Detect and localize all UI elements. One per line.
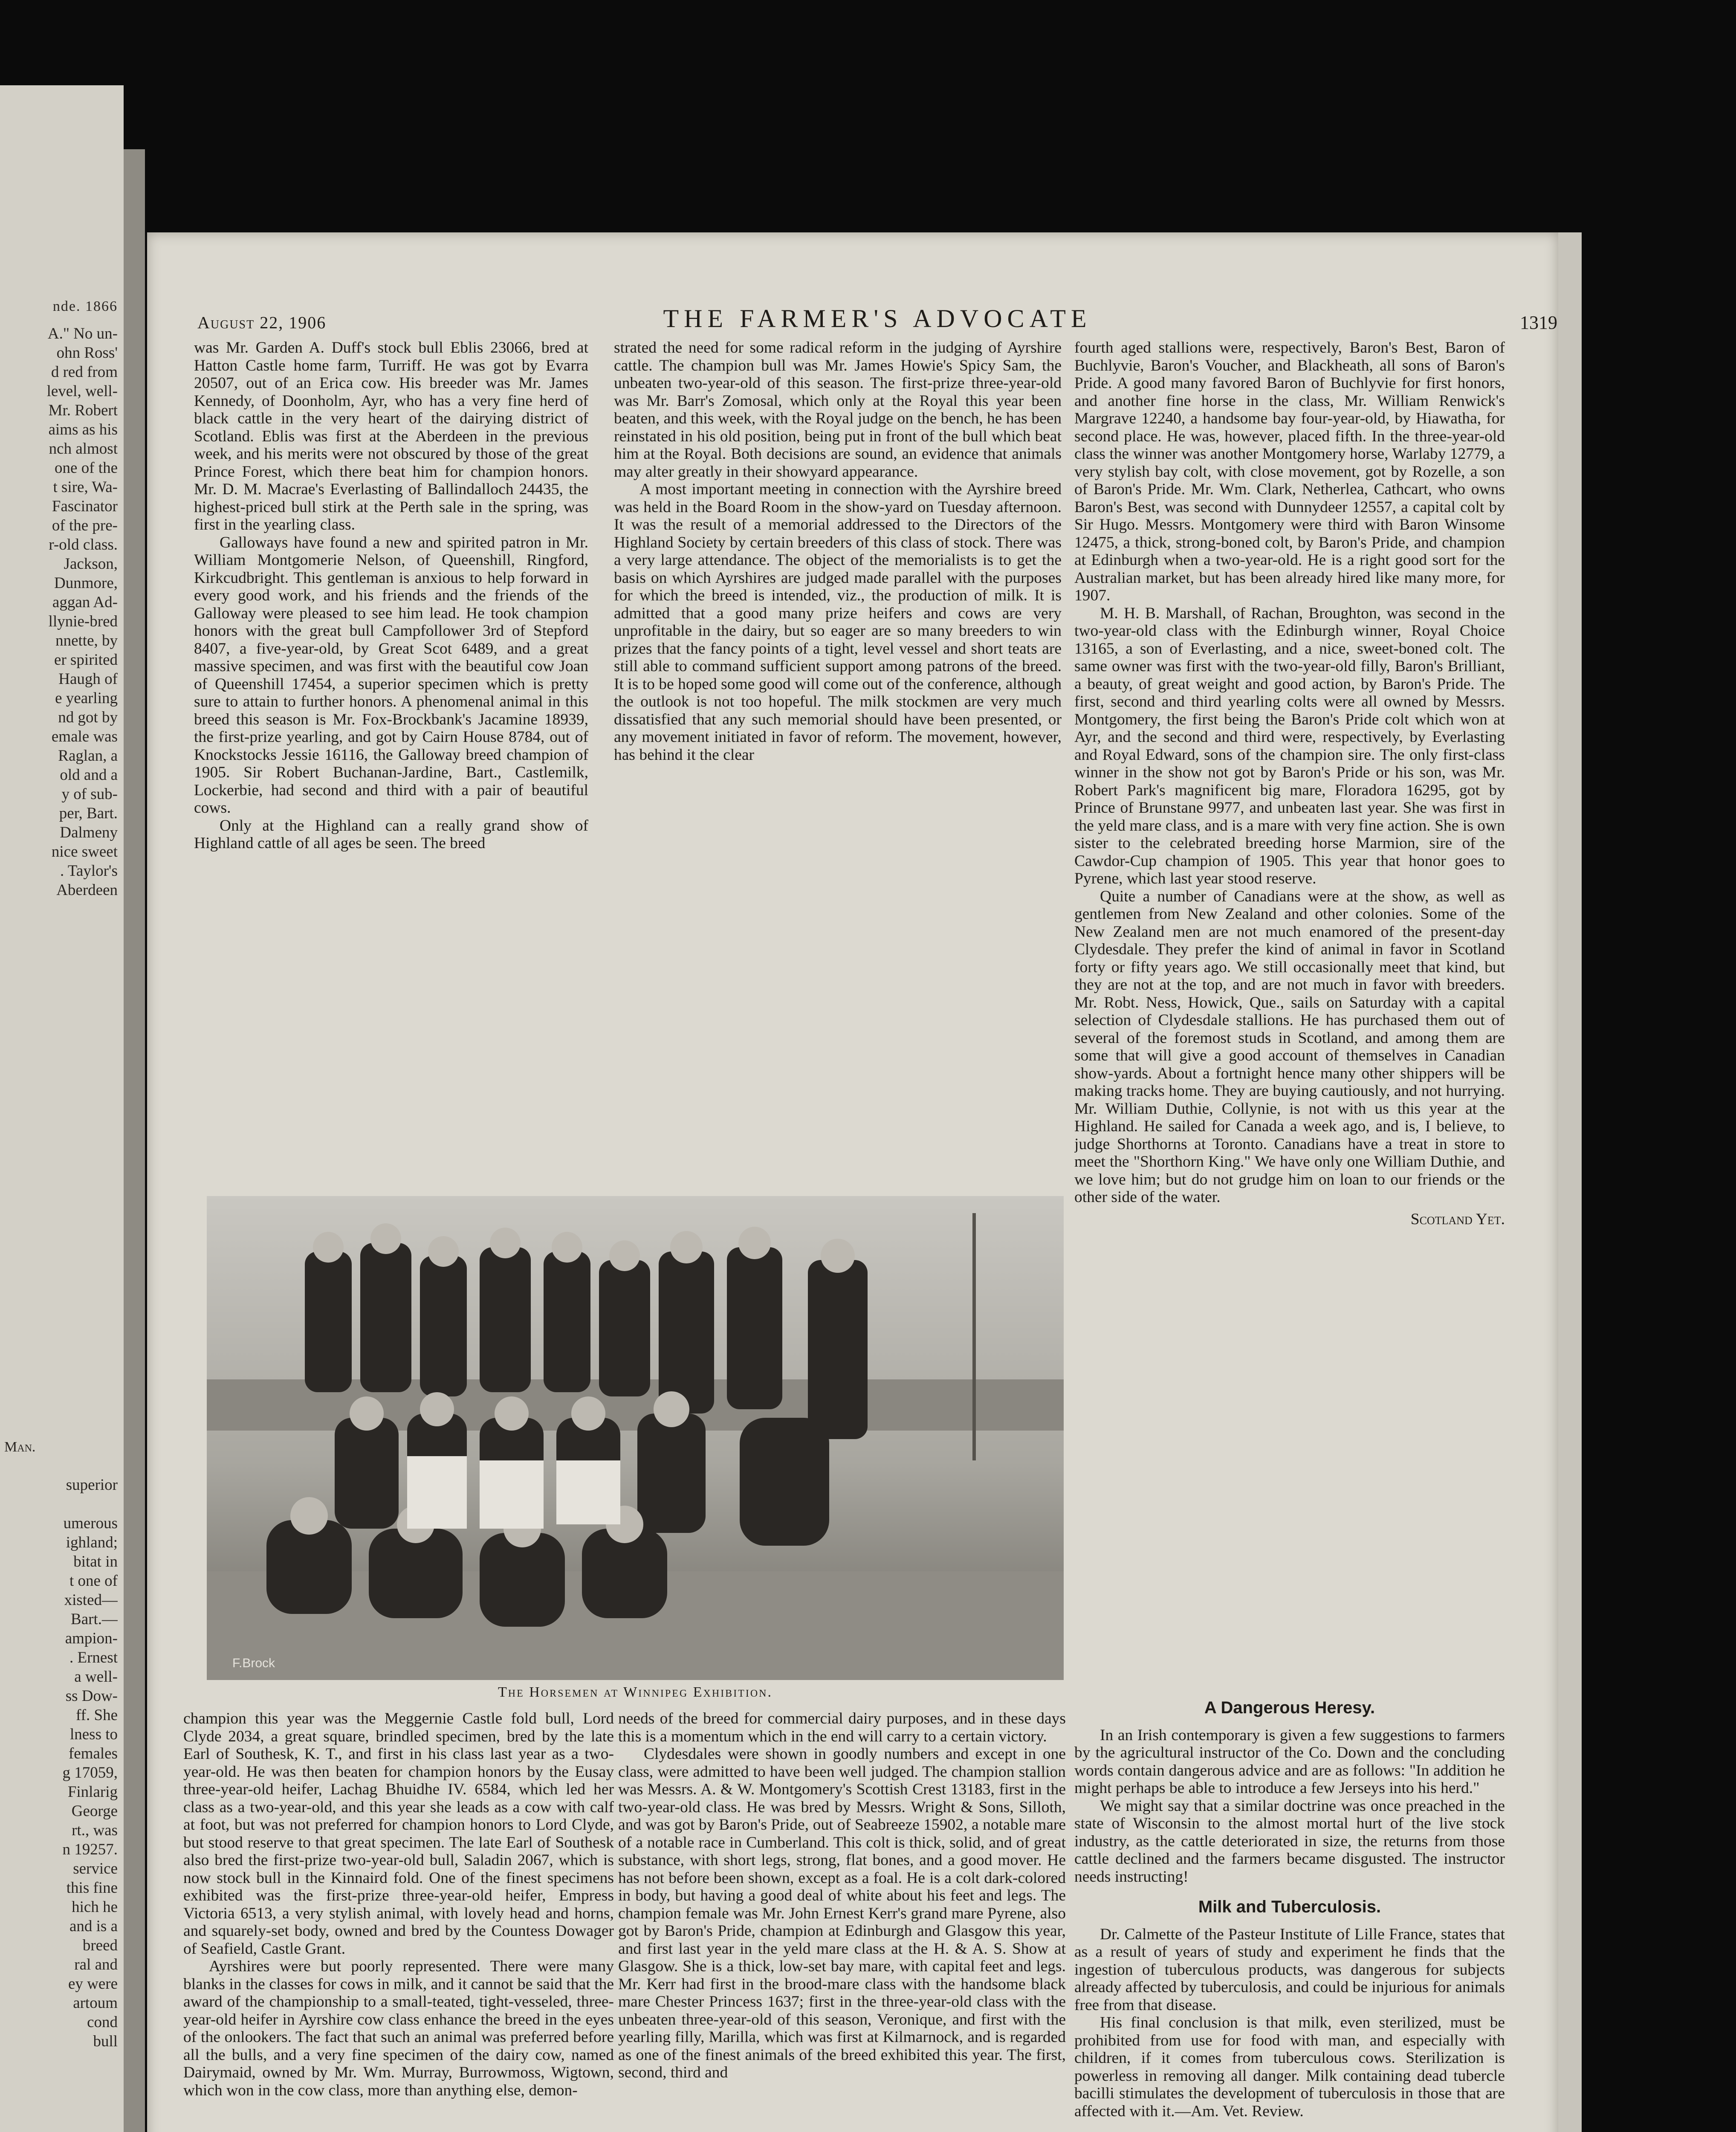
article-column-4 [183, 1710, 614, 2132]
previous-page-line: y of sub- [61, 785, 118, 803]
previous-page-lower-column [3, 1475, 118, 2051]
previous-page-line: r-old class. [49, 536, 118, 553]
article-column-5 [618, 1710, 1066, 2132]
previous-page-line: females [68, 1745, 118, 1762]
page-edge [1558, 232, 1582, 2132]
previous-page-caption-fragment: Man. [4, 1439, 36, 1455]
previous-page-line: t sire, Wa- [53, 478, 118, 496]
previous-page-line: one of the [55, 459, 118, 477]
paragraph: In an Irish contemporary is given a few suggestions to farmers by the agricultural instructor of the Co. Down and the concluding words contain dangerous advice and are as follows: "In addition he might perhaps be able to introduce a few Jerseys into his herd." [1074, 1726, 1505, 1797]
previous-page-line: nnette, by [55, 632, 118, 649]
paragraph: strated the need for some radical reform in the judging of Ayrshire cattle. The champion bull was Mr. James Howie's Spicy Sam, the unbeaten two-year-old of this season. The first-prize three-year-old was Mr. Barr's Zomosal, which only at the Royal this year been beaten, and this week, with the Royal judge on the bench, he has been reinstated in his old position, being put in front of the bull which beat him at the Royal. Both decisions are sound, an evidence that animals may alter greatly in their showyard appearance. [614, 339, 1062, 481]
article-column-6 [1074, 1686, 1505, 2132]
previous-page-line: ss Dow- [65, 1687, 118, 1705]
previous-page-line: aggan Ad- [52, 594, 118, 611]
heading-dangerous-heresy: A Dangerous Heresy. [1204, 1698, 1375, 1717]
page-number: 1319 [1520, 312, 1557, 333]
previous-page-line: xisted— [64, 1591, 118, 1609]
previous-page-line: er spirited [54, 651, 118, 669]
previous-page-line: Mr. Robert [48, 402, 118, 419]
article-signature: Scotland Yet. [1410, 1210, 1505, 1228]
issue-date: August 22, 1906 [197, 313, 327, 332]
paragraph: M. H. B. Marshall, of Rachan, Broughton, was second in the two-year-old class with the Edinburgh winner, Royal Choice 13165, a son of Everlasting, and a nice, sweet-boned colt. The same owner was first with the two-year-old filly, Baron's Brilliant, a beauty, of great weight and good action, by Baron's Pride. The first, second and third yearling colts were all owned by Messrs. Montgomery, the first being the Baron's Pride colt which won at Ayr, and the second and third were, respectively, by Everlasting and Royal Edward, sons of the champion sire. The only first-class winner in the show not got by Baron's Pride or his son, was Mr. Robert Park's magnificent big mare, Floradora 16295, got by Prince of Brunstane 9977, and unbeaten last year. She was first in the yeld mare class, and is a mare with very fine action. She is own sister to the celebrated breeding horse Marmion, sire of the Cawdor-Cup champion of 1905. This year that honor goes to Pyrene, which last year stood reserve. [1074, 604, 1505, 887]
previous-page-line: rt., was [72, 1822, 118, 1839]
previous-page-line: ohn Ross' [56, 344, 118, 362]
previous-page-line: ampion- [65, 1630, 118, 1647]
previous-page-line: nch almost [49, 440, 118, 458]
previous-page-strip [0, 85, 124, 2132]
previous-page-line: service [73, 1860, 118, 1877]
previous-page-line: Dunmore, [54, 574, 118, 592]
group-photo-image [207, 1196, 1064, 1680]
previous-page-line: A." No un- [47, 325, 118, 342]
paragraph: Galloways have found a new and spirited patron in Mr. William Montgomerie Nelson, of Queenshill, Ringford, Kirkcudbright. This gentleman is anxious to help forward in every good work, and his friends and the friends of the Galloway were pleased to see him lead. He took champion honors with the great bull Campfollower 3rd of Stepford 8407, a five-year-old, by Great Scot 6489, and a great massive specimen, and was first with the beautiful cow Joan of Queenshill 17454, a superior specimen which is pretty sure to attain to further honors. A phenomenal animal in this breed this season is Mr. Fox-Brockbank's Jacamine 18939, the first-prize yearling, and got by Cairn House 8784, out of Knockstocks Jessie 16116, the Galloway breed champion of 1905. Sir Robert Buchanan-Jardine, Bart., Castlemilk, Lockerbie, had second and third with a pair of beautiful cows. [194, 533, 588, 817]
previous-page-line: of the pre- [52, 517, 118, 534]
paragraph: was Mr. Garden A. Duff's stock bull Eblis 23066, bred at Hatton Castle home farm, Turriff. He was got by Evarra 20507, out of an Erica cow. His breeder was Mr. James Kennedy, of Doonholm, Ayr, who has a very fine herd of black cattle in the very heart of the dairying district of Scotland. Eblis was first at the Aberdeen in the previous week, and his merits were not obscured by those of the great Prince Forest, which there beat him for champion honors. Mr. D. M. Macrae's Everlasting of Ballindalloch 24435, the highest-priced bull stirk at the Perth sale in the spring, was first in the yearling class. [194, 339, 588, 533]
article-column-1 [194, 339, 588, 1188]
previous-page-line: ral and [74, 1956, 118, 1973]
previous-page-line: ff. She [76, 1706, 118, 1724]
previous-page-line: artoum [73, 1994, 118, 2012]
paragraph: Dr. Calmette of the Pasteur Institute of Lille France, states that as a result of years of study and experiment he finds that the ingestion of tuberculous products, was dangerous for subjects already affected by tuberculosis, and could be injurious for animals free from that disease. [1074, 1925, 1505, 2014]
previous-page-line: breed [82, 1937, 118, 1954]
previous-page-line: d red from [51, 363, 118, 381]
article-column-2 [614, 339, 1062, 1188]
previous-page-line: Bart.— [71, 1611, 118, 1628]
previous-page-header: nde. 1866 [52, 298, 118, 314]
book-gutter [124, 149, 145, 2132]
previous-page-line: Aberdeen [56, 881, 118, 899]
previous-page-line: ey were [68, 1975, 118, 1993]
previous-page-line: superior [66, 1476, 118, 1494]
paragraph: needs of the breed for commercial dairy purposes, and in these days this is a momentum which in the end will carry to a certain victory. [618, 1710, 1066, 1745]
previous-page-upper-column [3, 324, 118, 900]
previous-page-line: . Taylor's [60, 862, 118, 880]
paragraph: Ayrshires were but poorly represented. There were many blanks in the classes for cows in milk, and it cannot be said that the award of the championship to a small-teated, tight-vesseled, three-year-old heifer in Ayrshire cow class enhance the breed in the eyes of the onlookers. The fact that such an animal was preferred before all the bulls, and a very fine specimen of the dairy cow, named Dairymaid, owned by Mr. Wm. Murray, Burrowmoss, Wigtown, which won in the cow class, more than anything else, demon- [183, 1958, 614, 2099]
page-header [197, 304, 1557, 338]
previous-page-line: per, Bart. [59, 805, 118, 822]
paragraph: Clydesdales were shown in goodly numbers and except in one class, were admitted to have been well judged. The champion stallion was Messrs. A. & W. Montgomery's Scottish Crest 13183, first in the two-year-old class. He was bred by Messrs. Wright & Sons, Silloth, and was got by Baron's Pride, out of Seabreeze 15902, a notable mare of a notable race in Cumberland. This colt is thick, solid, and of great substance, with short legs, strong, flat bones, and a good mover. He has not before been shown, except as a foal. He is a colt dark-colored in body, but having a good deal of white about his feet and legs. The champion female was Mr. John Ernest Kerr's grand mare Pyrene, also got by Baron's Pride, champion at Edinburgh and Glasgow this year, and first last year in the yeld mare class at the H. & A. S. Show at Glasgow. She is a thick, low-set bay mare, with capital feet and legs. Mr. Kerr had first in the brood-mare class with the handsome black mare Chester Princess 1637; first in the three-year-old class with the unbeaten three-year-old of this season, Veronique, and first with the yearling filly, Marilla, which was first at Kilmarnock, and is regarded as one of the finest animals of the breed exhibited this year. The first, second, third and [618, 1745, 1066, 2081]
previous-page-line: emale was [51, 728, 118, 745]
previous-page-line: . Ernest [69, 1649, 118, 1666]
previous-page-line: cond [87, 2013, 118, 2031]
photographer-mark: F.Brock [232, 1656, 275, 1670]
previous-page-line: e yearling [55, 689, 118, 707]
previous-page-line: nice sweet [51, 843, 118, 860]
previous-page-line: level, well- [46, 382, 118, 400]
previous-page-line: ighland; [66, 1534, 118, 1551]
paragraph: champion this year was the Meggernie Castle fold bull, Lord Clyde 2034, a great square, brindled specimen, bred by the late Earl of Southesk, K. T., and first in his class last year as a two-year-old. He was then beaten for champion honors by the Eusay three-year-old heifer, Lachag Bhuidhe IV. 6584, which led her class as a two-year-old, and this year she leads as a cow with calf at foot, but was not preferred for champion honors to Lord Clyde, but stood reserve to that great specimen. The late Earl of Southesk also bred the first-prize two-year-old bull, Saladin 2067, which is now stock bull in the Kinnaird fold. One of the finest specimens exhibited was the first-prize three-year-old heifer, Empress Victoria 6513, a very stylish animal, with lovely head and horns, and squarely-set body, owned and bred by the Countess Dowager of Seafield, Castle Grant. [183, 1710, 614, 1958]
previous-page-line: bull [93, 2033, 118, 2050]
previous-page-line: Dalmeny [60, 824, 118, 841]
previous-page-line: Raglan, a [58, 747, 118, 765]
previous-page-line: llynie-bred [48, 613, 118, 630]
previous-page-line: g 17059, [62, 1764, 118, 1781]
heading-milk-and-tuberculosis: Milk and Tuberculosis. [1198, 1897, 1381, 1916]
previous-page-line: bitat in [73, 1553, 118, 1570]
photo-caption: The Horsemen at Winnipeg Exhibition. [498, 1684, 773, 1700]
previous-page-line [3, 1495, 118, 1514]
previous-page-line: Finlarig [67, 1783, 118, 1801]
previous-page-line: Jackson, [64, 555, 118, 573]
paragraph: We might say that a similar doctrine was once preached in the state of Wisconsin to the almost mortal hurt of the live stock industry, as the cattle deteriorated in size, the returns from those cattle declined and the farmers became disgusted. The instructor needs instructing! [1074, 1797, 1505, 1886]
masthead: THE FARMER'S ADVOCATE [663, 304, 1092, 333]
paragraph: fourth aged stallions were, respectively, Baron's Best, Baron of Buchlyvie, Baron's Voucher, and Blackheath, all sons of Baron's Pride. A good many favored Baron of Buchlyvie for first honors, and another fine horse in the class, Mr. William Renwick's Margrave 12240, a handsome bay four-year-old, by Hiawatha, for second place. He was, however, placed fifth. In the three-year-old class the winner was another Montgomery horse, Warlaby 12779, a very stylish bay colt, with close movement, got by Rozelle, a son of Baron's Pride. Mr. Wm. Clark, Netherlea, Cathcart, who owns Baron's Best, was second with Dunnydeer 12557, a capital colt by Sir Hugo. Messrs. Montgomery were third with Baron Winsome 12475, a thick, strong-boned colt, by Baron's Pride, and champion at Edinburgh when a two-year-old. He is a right good sort for the Australian market, but has been already hired like many more, for 1907. [1074, 339, 1505, 604]
paragraph: A most important meeting in connection with the Ayrshire breed was held in the Board Room in the show-yard on Tuesday afternoon. It was the result of a memorial addressed to the Directors of the Highland Society by certain breeders of this class of stock. There was a very large attendance. The object of the memorialists is to get the basis on which Ayrshires are judged made parallel with the purposes for which the breed is intended, viz., the production of milk. It is admitted that a good many prize heifers and cows are very unprofitable in the dairy, but so eager are so many breeders to win prizes that the fancy points of a tight, level vessel and short teats are still able to command sufficient support among patrons of the breed. It is to be hoped some good will come out of the conference, although the outlook is not too hopeful. The milk stockmen are very much dissatisfied that any such memorial should have been presented, or any movement initiated in favor of reform. The movement, however, has behind it the clear [614, 481, 1062, 764]
previous-page-line: George [71, 1802, 118, 1820]
previous-page-line: nd got by [58, 709, 118, 726]
previous-page-line: umerous [63, 1515, 118, 1532]
previous-page-line: this fine [66, 1879, 118, 1897]
article-column-3 [1074, 339, 1505, 1680]
previous-page-line: hich he [72, 1898, 118, 1916]
previous-page-line: t one of [69, 1572, 118, 1590]
previous-page-line: a well- [74, 1668, 118, 1686]
paragraph: Only at the Highland can a really grand show of Highland cattle of all ages be seen. The breed [194, 817, 588, 852]
previous-page-line: aims as his [48, 421, 118, 438]
paragraph: His final conclusion is that milk, even sterilized, must be prohibited from use for food with man, and especially with children, if it comes from tuberculous cows. Sterilization is powerless in removing all danger. Milk containing dead tubercle bacilli stimulates the development of tuberculosis in those that are affected with it.—Am. Vet. Review. [1074, 2014, 1505, 2120]
paragraph: Quite a number of Canadians were at the show, as well as gentlemen from New Zealand and other colonies. Some of the New Zealand men are not much enamored of the present-day Clydesdale. They prefer the kind of animal in favor in Scotland forty or fifty years ago. We still occasionally meet that kind, but they are not at the top, and are not much in favor with breeders. Mr. Robt. Ness, Howick, Que., sails on Saturday with a capital selection of Clydesdale stallions. He has purchased them out of several of the foremost studs in Scotland, and among them are some that will give a good account of themselves in Canadian show-yards. About a fortnight hence many other shippers will be making tracks home. They are buying cautiously, and not hurrying. Mr. William Duthie, Collynie, is not with us this year at the Highland. He sailed for Canada a week ago, and is, I believe, to judge Shorthorns at Toronto. Canadians have a treat in store to meet the "Shorthorn King." We have only one William Duthie, and we love him; but do not grudge him on loan to our friends or the other side of the water. [1074, 887, 1505, 1206]
previous-page-line: and is a [69, 1918, 118, 1935]
previous-page-line: Haugh of [58, 670, 118, 688]
photograph-horsemen [207, 1196, 1064, 1680]
newspaper-page [147, 232, 1558, 2132]
previous-page-line: old and a [60, 766, 118, 784]
previous-page-line: lness to [69, 1726, 118, 1743]
previous-page-line: Fascinator [52, 498, 118, 515]
previous-page-line: n 19257. [62, 1841, 118, 1858]
